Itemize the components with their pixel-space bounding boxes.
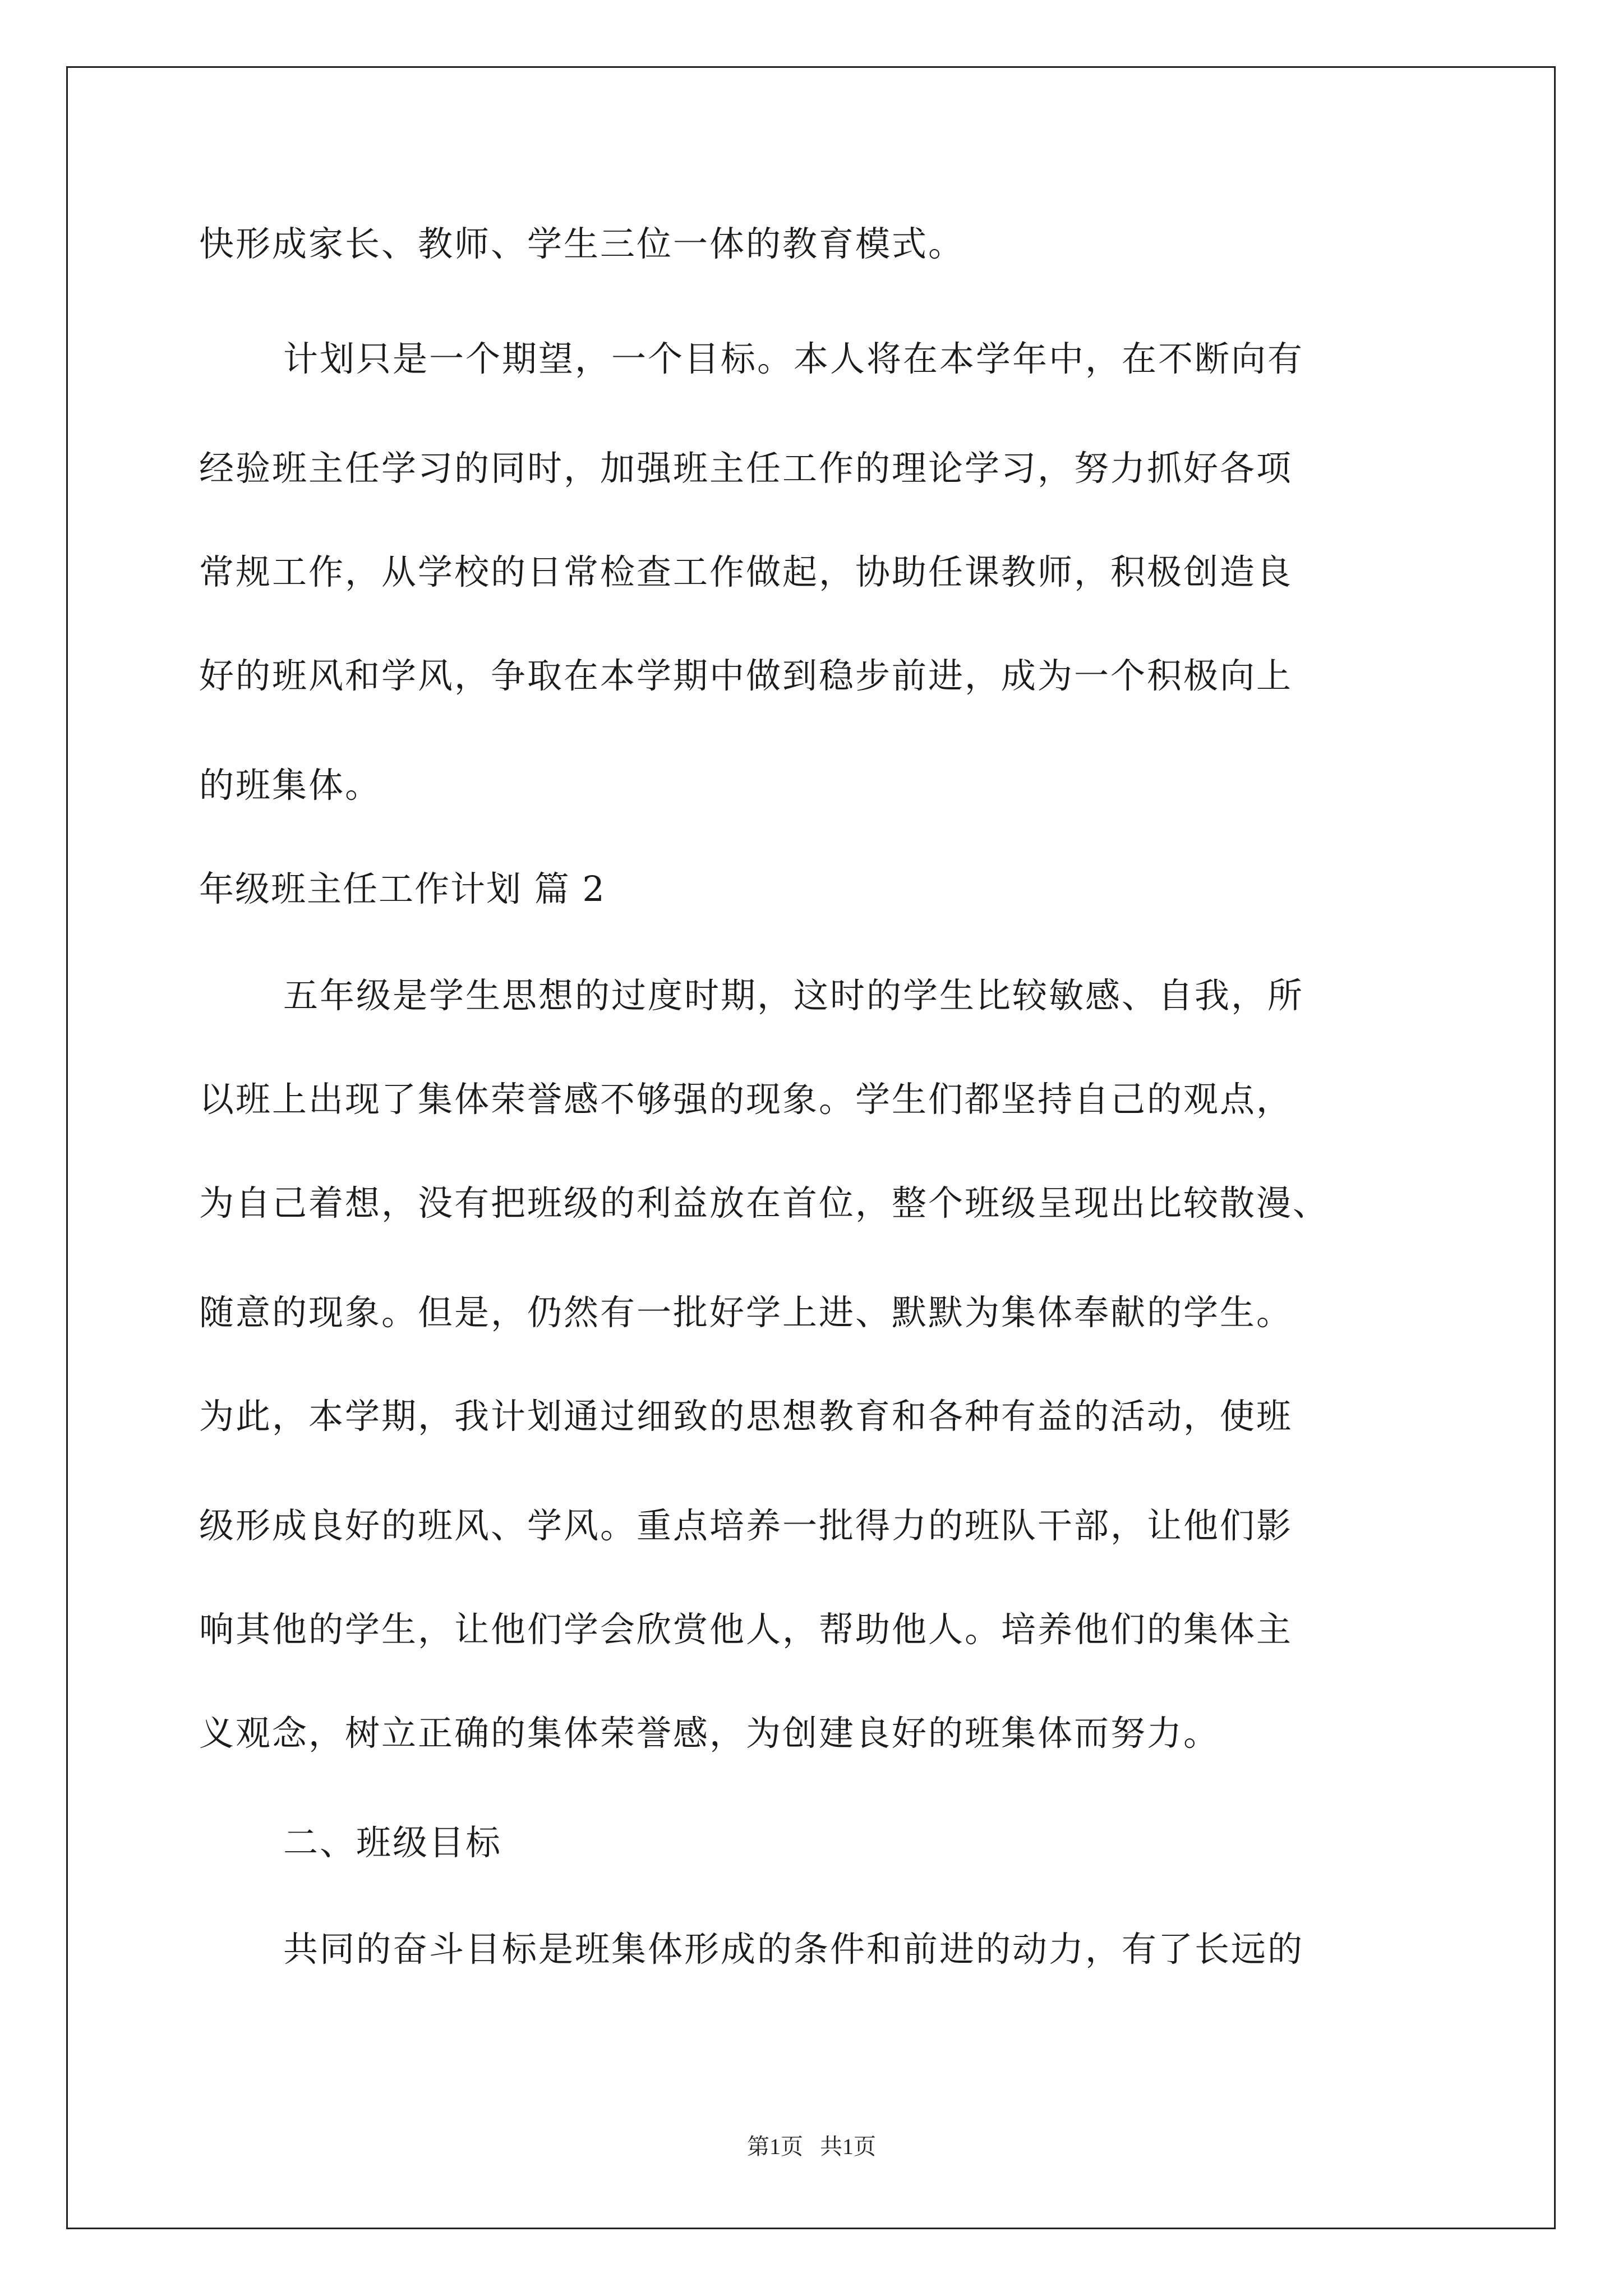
paragraph-line: 随意的现象。但是，仍然有一批好学上进、默默为集体奉献的学生。 xyxy=(199,1292,1293,1333)
section-heading: 年级班主任工作计划 篇 2 xyxy=(199,868,606,909)
page-footer: 第1页 共1页 xyxy=(747,2134,876,2159)
paragraph-line: 快形成家长、教师、学生三位一体的教育模式。 xyxy=(199,223,965,264)
paragraph-line: 以班上出现了集体荣誉感不够强的现象。学生们都坚持自己的观点， xyxy=(199,1079,1293,1120)
paragraph-line: 义观念，树立正确的集体荣誉感，为创建良好的班集体而努力。 xyxy=(199,1713,1220,1754)
page-border xyxy=(66,66,1556,2229)
paragraph-line: 级形成良好的班风、学风。重点培养一批得力的班队干部，让他们影 xyxy=(199,1505,1293,1546)
subsection-heading: 二、班级目标 xyxy=(283,1822,502,1863)
paragraph-line: 为此，本学期，我计划通过细致的思想教育和各种有益的活动，使班 xyxy=(199,1396,1293,1437)
paragraph-line: 计划只是一个期望，一个目标。本人将在本学年中，在不断向有 xyxy=(283,338,1304,379)
paragraph-line: 好的班风和学风，争取在本学期中做到稳步前进，成为一个积极向上 xyxy=(199,655,1293,696)
paragraph-line: 为自己着想，没有把班级的利益放在首位，整个班级呈现出比较散漫、 xyxy=(199,1182,1330,1223)
paragraph-line: 经验班主任学习的同时，加强班主任工作的理论学习，努力抓好各项 xyxy=(199,448,1293,489)
paragraph-line: 共同的奋斗目标是班集体形成的条件和前进的动力，有了长远的 xyxy=(283,1929,1304,1970)
paragraph-line: 五年级是学生思想的过度时期，这时的学生比较敏感、自我，所 xyxy=(283,975,1304,1016)
paragraph-line: 的班集体。 xyxy=(199,765,382,806)
paragraph-line: 常规工作，从学校的日常检查工作做起，协助任课教师，积极创造良 xyxy=(199,551,1293,592)
paragraph-line: 响其他的学生，让他们学会欣赏他人，帮助他人。培养他们的集体主 xyxy=(199,1609,1293,1650)
